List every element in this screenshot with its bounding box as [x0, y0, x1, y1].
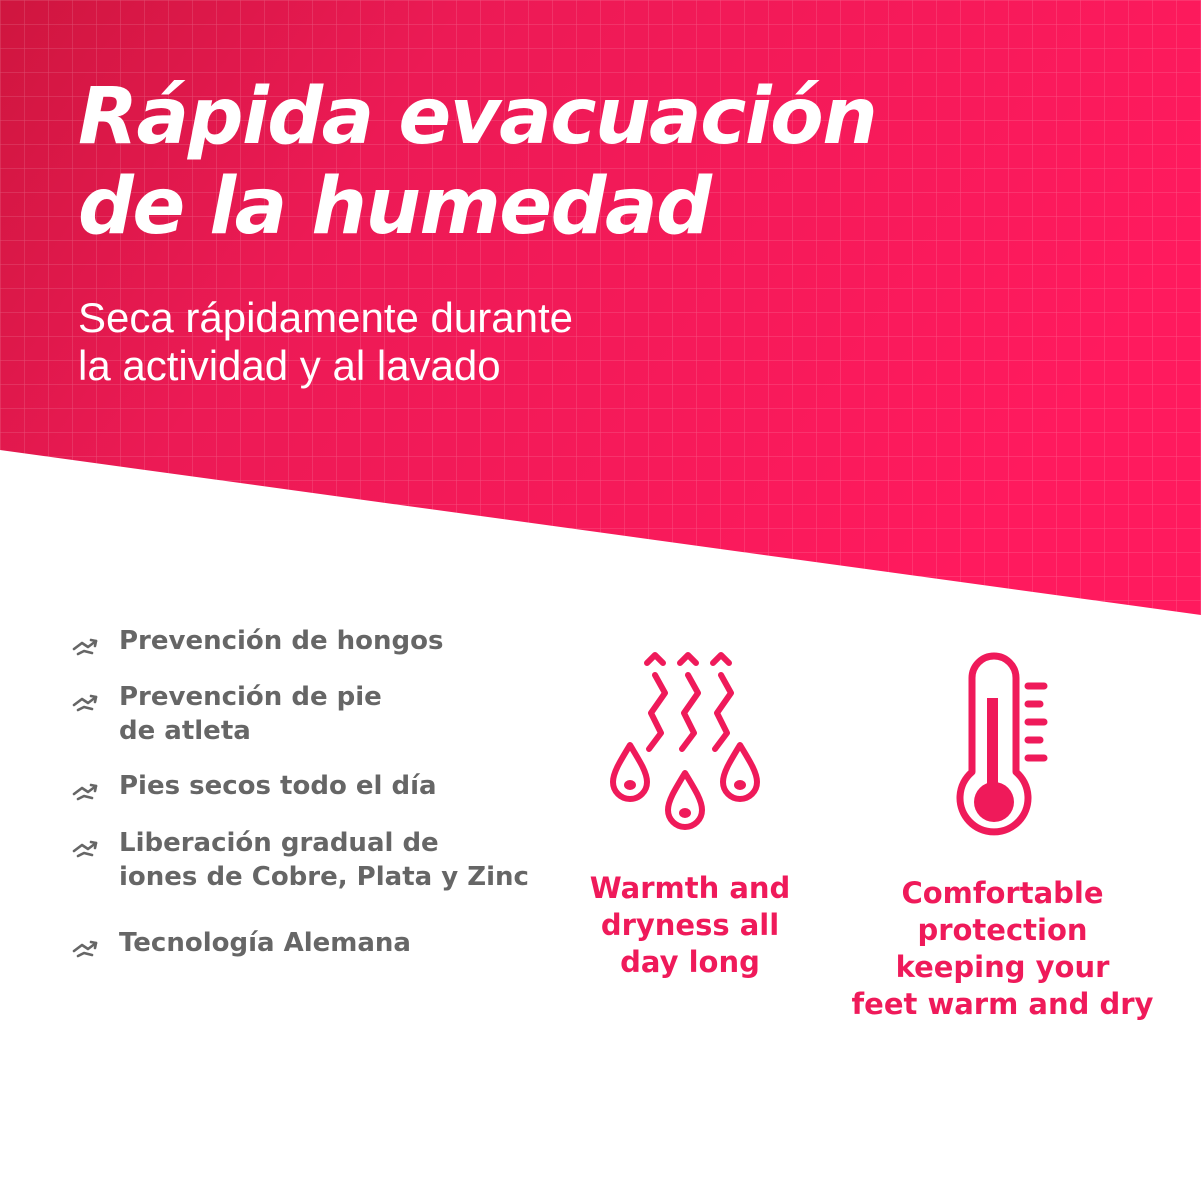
bullet-arrows-icon	[72, 636, 100, 656]
feature-label: Tecnología Alemana	[119, 928, 411, 958]
moisture-drops-icon	[605, 645, 770, 845]
subtitle-line-2: la actividad y al lavado	[78, 342, 501, 389]
feature-item	[72, 826, 552, 894]
feature-label: de atleta	[119, 716, 251, 746]
feature-label: Liberación gradual de	[119, 828, 439, 858]
subtitle	[78, 294, 573, 390]
feature-label: iones de Cobre, Plata y Zinc	[119, 862, 529, 892]
feature-label: Pies secos todo el día	[119, 771, 437, 801]
feature-item	[72, 680, 552, 748]
benefit-caption-protection: Comfortable protection keeping your feet warm and dry	[851, 876, 1154, 1021]
feature-item	[72, 769, 552, 803]
bullet-arrows-icon	[72, 838, 100, 858]
feature-item	[72, 926, 552, 960]
title-line-1: Rápida evacuación	[78, 72, 877, 162]
bullet-arrows-icon	[72, 938, 100, 958]
bullet-arrows-icon	[72, 781, 100, 801]
feature-label: Prevención de hongos	[119, 626, 444, 656]
bullet-arrows-icon	[72, 692, 100, 712]
feature-item	[72, 624, 552, 658]
title-line-2: de la humedad	[78, 162, 711, 252]
thermometer-icon	[950, 652, 1050, 842]
benefit-caption-dryness: Warmth and dryness all day long	[589, 871, 791, 979]
feature-label: Prevención de pie	[119, 682, 382, 712]
page-title	[78, 72, 876, 252]
subtitle-line-1: Seca rápidamente durante	[78, 294, 573, 341]
